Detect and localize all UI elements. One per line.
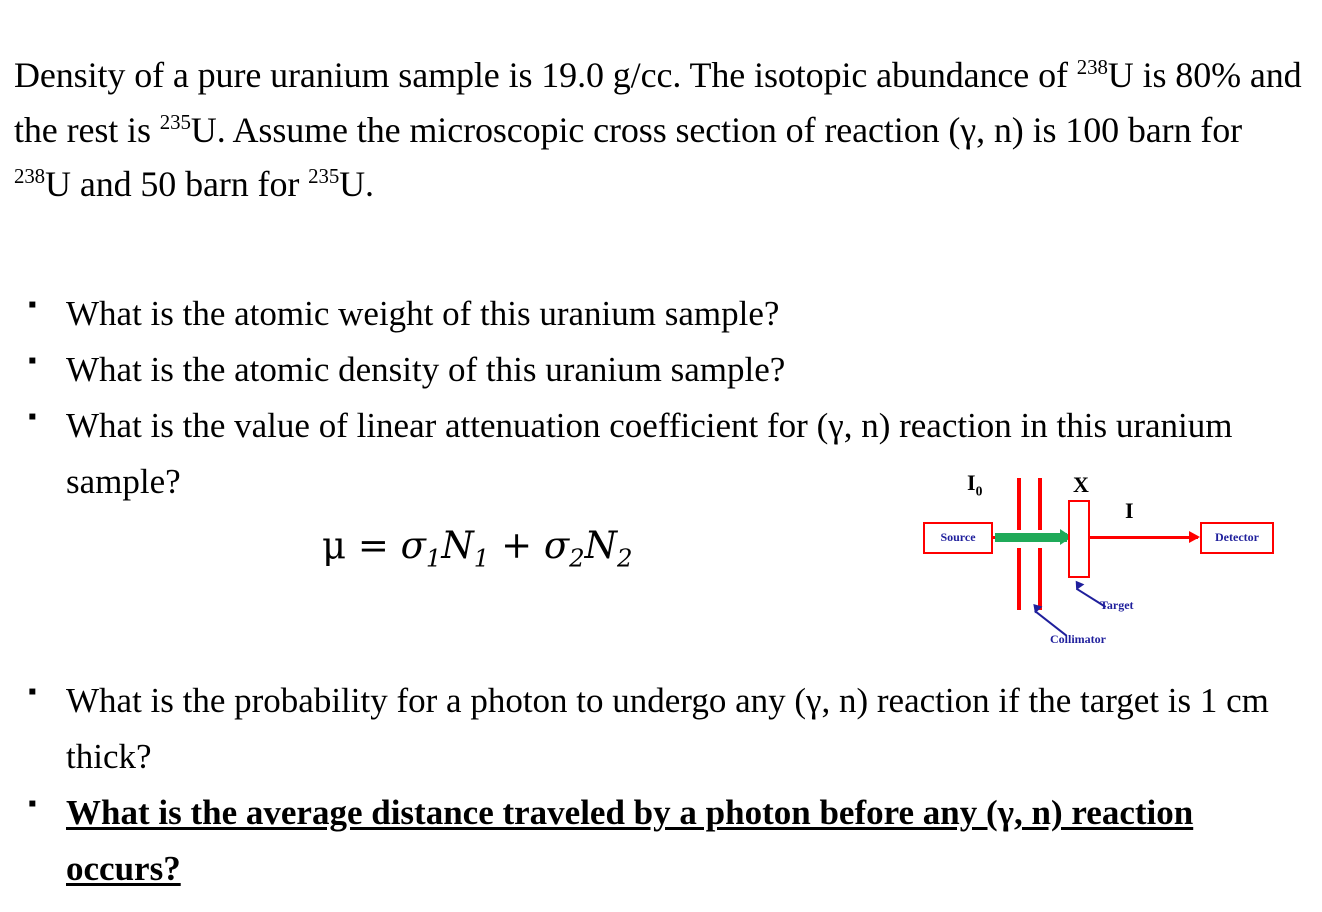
question-text: What is the atomic density of this uranium sample?: [66, 350, 786, 389]
formula-sigma-2: σ: [543, 524, 570, 567]
formula-equals: =: [357, 524, 389, 567]
intro-part-1: Density of a pure uranium sample is 19.0 g/cc. The isotopic abundance of: [14, 55, 1077, 95]
target-box: [1068, 500, 1090, 578]
collimator-bar-bottom-left: [1017, 548, 1021, 610]
bullet-marker-icon: ▪: [28, 679, 37, 705]
source-box: Source: [923, 522, 993, 554]
formula-plus: +: [501, 524, 533, 567]
label-i0-letter: I: [967, 470, 976, 495]
list-item: [14, 785, 1314, 897]
attenuation-formula: [322, 524, 633, 573]
formula-sigma-2-sub: 2: [569, 543, 585, 573]
label-x: X: [1073, 472, 1089, 497]
intro-part-4: U and 50 barn for: [45, 164, 309, 205]
list-item: [14, 342, 1314, 398]
question-text: What is the value of linear attenuation coefficient for (γ, n) reaction in this uranium sample?: [66, 406, 1233, 501]
intro-part-3: U. Assume the microscopic cross section of reaction (γ, n) is 100 barn for: [190, 109, 1243, 150]
bullet-marker-icon: ▪: [28, 348, 37, 374]
formula-sigma-1: σ: [400, 524, 426, 567]
question-text: What is the atomic weight of this uranium sample?: [66, 294, 780, 333]
isotope-superscript-235-b: 235: [308, 164, 340, 189]
target-callout-label: Target: [1100, 598, 1134, 612]
question-list-bottom: [14, 673, 1314, 897]
list-item: [14, 286, 1314, 342]
bullet-marker-icon: ▪: [28, 292, 37, 318]
bullet-marker-icon: ▪: [28, 791, 37, 817]
formula-sigma-1-sub: 1: [425, 543, 442, 573]
list-item: [14, 673, 1314, 785]
transmitted-beam-arrow-icon: [1189, 531, 1200, 543]
problem-statement: [14, 48, 1304, 212]
question-text: What is the average distance traveled by a photon before any (γ, n) reaction occurs?: [66, 793, 1194, 888]
detector-box: Detector: [1200, 522, 1274, 554]
transmitted-beam-line: [1090, 536, 1198, 539]
collimator-callout-label: Collimator: [1050, 632, 1106, 646]
collimator-bar-top-right: [1038, 478, 1042, 530]
label-i0: [967, 470, 983, 499]
formula-n-1: N: [441, 524, 474, 567]
formula-mu: μ: [322, 524, 347, 567]
label-i0-subscript: 0: [975, 483, 983, 499]
isotope-superscript-235-a: 235: [159, 109, 191, 134]
intro-part-2: U is 80% and the rest is: [14, 55, 1302, 150]
question-text: What is the probability for a photon to undergo any (γ, n) reaction if the target is 1 cm thick?: [66, 681, 1269, 776]
bullet-marker-icon: ▪: [28, 404, 37, 430]
collimator-bar-bottom-right: [1038, 548, 1042, 610]
target-leader-arrow-icon: [1072, 578, 1085, 590]
intro-part-5: U.: [339, 164, 374, 205]
formula-n-2-sub: 2: [617, 543, 633, 573]
incident-beam-highlight: [995, 533, 1067, 542]
formula-n-2: N: [584, 524, 618, 567]
isotope-superscript-238-b: 238: [14, 164, 46, 189]
formula-n-1-sub: 1: [473, 543, 490, 573]
collimator-bar-top-left: [1017, 478, 1021, 530]
isotope-superscript-238-a: 238: [1076, 55, 1108, 79]
label-i: I: [1125, 498, 1134, 523]
attenuation-experiment-diagram: [905, 470, 1305, 670]
